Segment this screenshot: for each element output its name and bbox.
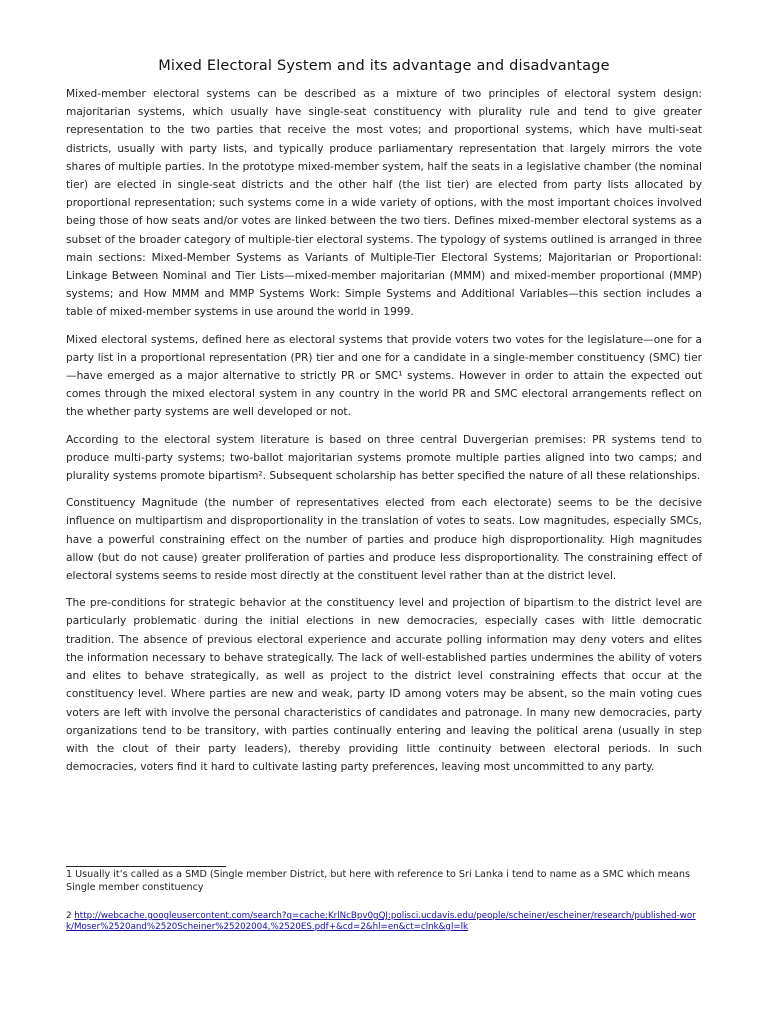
paragraph-5: The pre-conditions for strategic behavior at the constituency level and projection of bipartism to the district level are particularly problematic during the initial elections in new democracies, especially cases with little democratic tradition. The absence of previous electoral experience and accurate polling information may deny voters and elites the information necessary to behave strategically. The lack of well-established parties undermines the ability of voters and elites to behave strategically, as well as project to the district level constraining effects that occur at the constituency level. Where parties are new and weak, party ID among voters may be absent, so the main voting cues voters are left with involve the personal characteristics of candidates and patronage. In many new democracies, party organizations tend to be transitory, with parties continually entering and leaving the political arena (usually in step with the clout of their party leaders), thereby providing little continuity between electoral periods. In such democracies, voters find it hard to cultivate lasting party preferences, leaving most uncommitted to any party. <box>66 597 702 774</box>
paragraph-4: Constituency Magnitude (the number of representatives elected from each electorate) seems to be the decisive influence on multipartism and disproportionality in the translation of votes to seats. Low magnitudes, especially SMCs, have a powerful constraining effect on the number of parties and produce high disproportionality. High magnitudes allow (but do not cause) greater proliferation of parties and produce less disproportionality. The constraining effect of electoral systems seems to reside most directly at the constituent level rather than at the district level. <box>66 497 702 583</box>
paragraph-3: According to the electoral system literature is based on three central Duvergerian premises: PR systems tend to produce multi-party systems; two-ballot majoritarian systems promote multiple parties aligned into two camps; and plurality systems promote bipartism². Subsequent scholarship has better specified the nature of all these relationships. <box>66 433 702 483</box>
footnote-2 <box>66 911 702 932</box>
footnote-separator <box>66 866 226 867</box>
document-title: Mixed Electoral System and its advantage and disadvantage <box>158 58 610 74</box>
footnote-2-number: 2 <box>66 911 75 921</box>
footnote-2-link[interactable]: http://webcache.googleusercontent.com/search?q=cache:KrlNcBpv0gQJ:polisci.ucdavis.edu/people/scheiner/escheiner/research/published-work/Moser%2520and%2520Scheiner%25202004,%2520ES.pdf+&cd=2&hl=en&ct=clnk&gl=lk <box>66 911 696 932</box>
paragraph-1: Mixed-member electoral systems can be described as a mixture of two principles of electoral system design: majoritarian systems, which usually have single-seat constituency with plurality rule and tend to give greater representation to the two parties that receive the most votes; and proportional systems, which have multi-seat districts, usually with party lists, and typically produce parliamentary representation that largely mirrors the vote shares of multiple parties. In the prototype mixed-member system, half the seats in a legislative chamber (the nominal tier) are elected in single-seat districts and the other half (the list tier) are elected from party lists allocated by proportional representation; such systems come in a wide variety of options, with the most important choices involved being those of how seats and/or votes are linked between the two tiers. Defines mixed-member electoral systems as a subset of the broader category of multiple-tier electoral systems. The typology of systems outlined is arranged in three main sections: Mixed-Member Systems as Variants of Multiple-Tier Electoral Systems; Majoritarian or Proportional: Linkage Between Nominal and Tier Lists—mixed-member majoritarian (MMM) and mixed-member proportional (MMP) systems; and How MMM and MMP Systems Work: Simple Systems and Additional Variables—this section includes a table of mixed-member systems in use around the world in 1999. <box>66 88 702 319</box>
footnote-1: 1 Usually it’s called as a SMD (Single member District, but here with reference to Sri Lanka i tend to name as a SMC which means Single member constituency <box>66 869 690 893</box>
document-body <box>66 85 702 785</box>
paragraph-2: Mixed electoral systems, defined here as electoral systems that provide voters two votes for the legislature—one for a party list in a proportional representation (PR) tier and one for a candidate in a single-member constituency (SMC) tier—have emerged as a major alternative to strictly PR or SMC¹ systems. However in order to attain the expected out comes through the mixed electoral system in any country in the world PR and SMC electoral arrangements reflect on the whether party systems are well developed or not. <box>66 333 702 419</box>
